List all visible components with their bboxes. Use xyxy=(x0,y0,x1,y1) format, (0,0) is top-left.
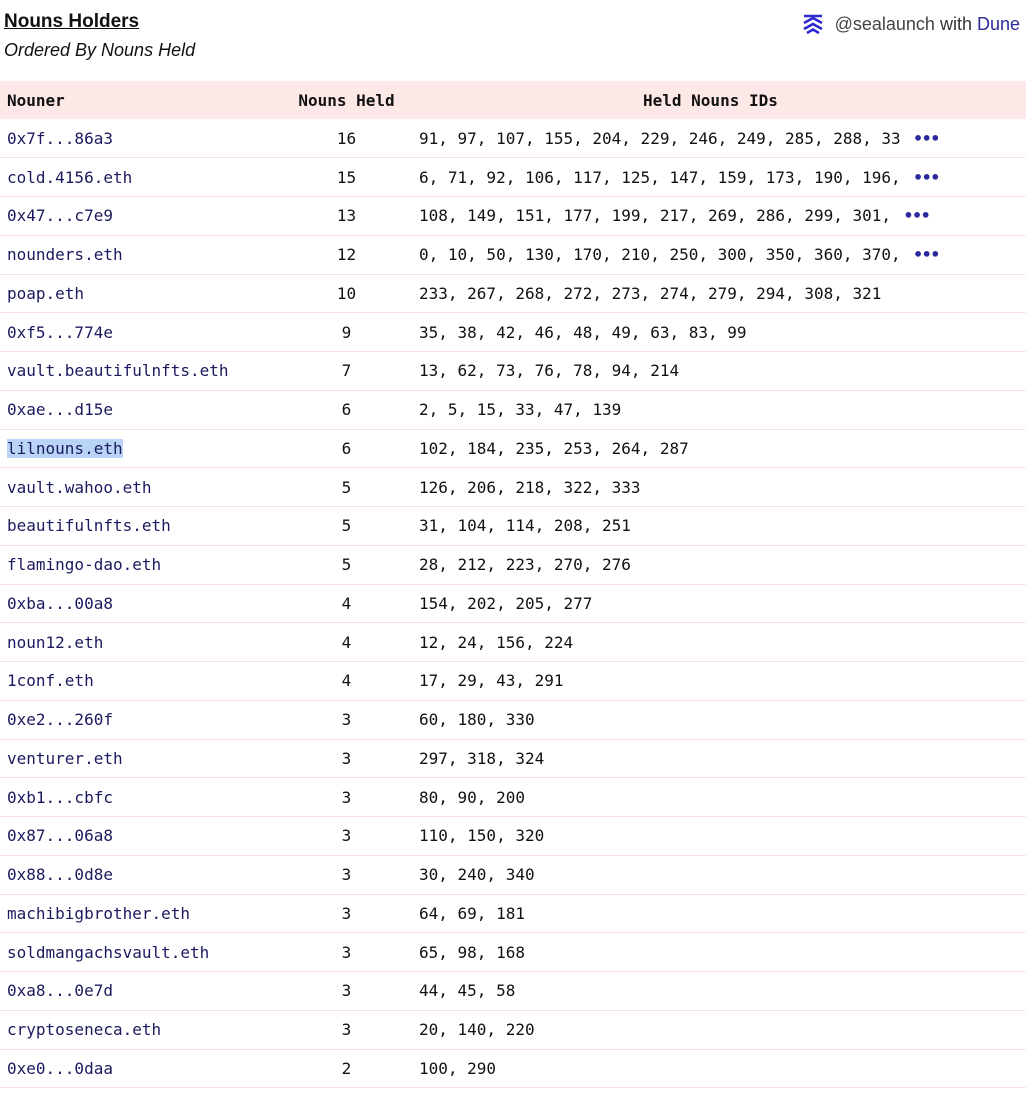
held-ids-cell xyxy=(417,584,1026,623)
table-header-row xyxy=(0,81,1026,119)
held-ids-cell xyxy=(417,855,1026,894)
table-row xyxy=(0,933,1026,972)
holders-table xyxy=(0,81,1026,1088)
nouns-held-cell: 5 xyxy=(341,516,352,536)
nouner-cell xyxy=(0,933,276,972)
nouner-link[interactable]: noun12.eth xyxy=(7,632,104,652)
held-ids-text: 28, 212, 223, 270, 276 xyxy=(419,555,631,575)
nouns-held-cell: 3 xyxy=(341,981,352,1001)
nouner-cell xyxy=(0,972,276,1011)
nouner-link[interactable]: 0xe2...260f xyxy=(7,710,113,730)
nouner-cell xyxy=(0,700,276,739)
held-ids-text: 35, 38, 42, 46, 48, 49, 63, 83, 99 xyxy=(419,322,747,342)
nouner-cell xyxy=(0,352,276,391)
nouner-cell xyxy=(0,507,276,546)
held-ids-text: 297, 318, 324 xyxy=(419,748,545,768)
held-ids-cell xyxy=(417,158,1026,197)
table-row xyxy=(0,507,1026,546)
held-ids-text: 80, 90, 200 xyxy=(419,787,525,807)
nouns-held-cell: 5 xyxy=(341,477,352,497)
table-row xyxy=(0,778,1026,817)
table-row xyxy=(0,158,1026,197)
nouner-link[interactable]: 0xae...d15e xyxy=(7,400,113,420)
nouner-link[interactable]: 0xe0...0daa xyxy=(7,1058,113,1078)
held-ids-text: 154, 202, 205, 277 xyxy=(419,593,593,613)
held-ids-cell xyxy=(417,545,1026,584)
held-ids-cell xyxy=(417,623,1026,662)
held-ids-text: 110, 150, 320 xyxy=(419,826,545,846)
held-ids-cell xyxy=(417,972,1026,1011)
nouner-cell xyxy=(0,817,276,856)
held-ids-cell xyxy=(417,739,1026,778)
held-ids-text: 6, 71, 92, 106, 117, 125, 147, 159, 173, 190, 196, xyxy=(419,167,901,187)
nouns-held-cell: 13 xyxy=(336,206,357,226)
nouner-link[interactable]: 0xa8...0e7d xyxy=(7,981,113,1001)
held-ids-text: 17, 29, 43, 291 xyxy=(419,671,564,691)
held-ids-text: 65, 98, 168 xyxy=(419,942,525,962)
nouner-cell xyxy=(0,429,276,468)
nouns-held-cell: 6 xyxy=(341,400,352,420)
nouner-cell xyxy=(0,623,276,662)
table-row xyxy=(0,545,1026,584)
held-ids-text: 126, 206, 218, 322, 333 xyxy=(419,477,641,497)
nouner-cell xyxy=(0,1010,276,1049)
nouns-held-cell: 7 xyxy=(341,361,352,381)
held-ids-text: 13, 62, 73, 76, 78, 94, 214 xyxy=(419,361,680,381)
nouner-link[interactable]: vault.beautifulnfts.eth xyxy=(7,361,229,381)
credit-platform-link[interactable]: Dune xyxy=(976,13,1020,34)
nouner-link[interactable]: nounders.eth xyxy=(7,245,123,265)
held-ids-text: 31, 104, 114, 208, 251 xyxy=(419,516,631,536)
nouner-cell xyxy=(0,197,276,236)
nouns-held-cell: 10 xyxy=(336,283,357,303)
nouns-held-cell: 3 xyxy=(341,748,352,768)
nouner-link[interactable]: poap.eth xyxy=(7,283,85,303)
table-row xyxy=(0,274,1026,313)
held-ids-text: 233, 267, 268, 272, 273, 274, 279, 294, 308, 321 xyxy=(419,283,882,303)
held-ids-text: 0, 10, 50, 130, 170, 210, 250, 300, 350, 360, 370, xyxy=(419,245,901,265)
nouner-cell xyxy=(0,855,276,894)
held-ids-text: 91, 97, 107, 155, 204, 229, 246, 249, 285, 288, 33 xyxy=(419,128,901,148)
nouns-held-cell: 3 xyxy=(341,1020,352,1040)
nouner-cell xyxy=(0,739,276,778)
nouns-held-cell: 3 xyxy=(341,710,352,730)
held-ids-cell xyxy=(417,313,1026,352)
table-row xyxy=(0,700,1026,739)
nouner-link[interactable]: venturer.eth xyxy=(7,748,123,768)
table-row xyxy=(0,623,1026,662)
nouner-cell xyxy=(0,235,276,274)
expand-ids-button[interactable]: ••• xyxy=(903,206,930,226)
nouner-cell xyxy=(0,390,276,429)
table-row xyxy=(0,313,1026,352)
held-ids-cell xyxy=(417,662,1026,701)
nouner-link[interactable]: machibigbrother.eth xyxy=(7,903,191,923)
held-ids-cell xyxy=(417,700,1026,739)
nouns-held-cell: 3 xyxy=(341,826,352,846)
credit-with-label: with xyxy=(939,13,972,34)
nouner-link[interactable]: 0xf5...774e xyxy=(7,322,113,342)
held-ids-text: 64, 69, 181 xyxy=(419,903,525,923)
credit-author-link[interactable]: @sealaunch xyxy=(834,13,935,34)
nouns-held-cell: 4 xyxy=(341,593,352,613)
nouns-held-cell: 3 xyxy=(341,865,352,885)
nouner-link[interactable]: 0xb1...cbfc xyxy=(7,787,113,807)
nouner-link[interactable]: 0x7f...86a3 xyxy=(7,128,113,148)
page-title[interactable]: Nouns Holders xyxy=(4,11,140,32)
held-ids-cell xyxy=(417,390,1026,429)
expand-ids-button[interactable]: ••• xyxy=(913,245,940,265)
nouns-held-cell: 4 xyxy=(341,671,352,691)
table-row xyxy=(0,468,1026,507)
nouns-held-cell: 16 xyxy=(336,128,357,148)
credit xyxy=(803,12,1020,36)
held-ids-cell xyxy=(417,1010,1026,1049)
nouner-link[interactable]: cryptoseneca.eth xyxy=(7,1020,162,1040)
held-ids-cell xyxy=(417,933,1026,972)
table-row xyxy=(0,739,1026,778)
nouner-link[interactable]: vault.wahoo.eth xyxy=(7,477,152,497)
nouner-link[interactable]: flamingo-dao.eth xyxy=(7,555,162,575)
nouner-cell xyxy=(0,584,276,623)
held-ids-text: 30, 240, 340 xyxy=(419,865,535,885)
nouns-held-cell: 3 xyxy=(341,903,352,923)
table-row xyxy=(0,817,1026,856)
held-ids-text: 108, 149, 151, 177, 199, 217, 269, 286, 299, 301, xyxy=(419,206,892,226)
nouner-cell xyxy=(0,274,276,313)
nouner-link[interactable]: 0x47...c7e9 xyxy=(7,206,113,226)
table-row xyxy=(0,972,1026,1011)
held-ids-cell xyxy=(417,1049,1026,1088)
nouns-held-cell: 6 xyxy=(341,438,352,458)
page-subtitle: Ordered By Nouns Held xyxy=(4,40,196,60)
nouns-held-cell: 4 xyxy=(341,632,352,652)
nouns-held-cell: 3 xyxy=(341,787,352,807)
nouns-held-cell: 3 xyxy=(341,942,352,962)
nouns-held-cell: 2 xyxy=(341,1058,352,1078)
table-row xyxy=(0,894,1026,933)
table-row xyxy=(0,390,1026,429)
held-ids-cell xyxy=(417,507,1026,546)
held-ids-cell xyxy=(417,235,1026,274)
held-ids-text: 12, 24, 156, 224 xyxy=(419,632,574,652)
column-header-nouns-held[interactable]: Nouns Held xyxy=(298,90,395,110)
held-ids-text: 2, 5, 15, 33, 47, 139 xyxy=(419,400,622,420)
nouner-cell xyxy=(0,119,276,158)
dashboard-header xyxy=(0,0,1026,80)
nouner-cell xyxy=(0,545,276,584)
table-row xyxy=(0,584,1026,623)
expand-ids-button[interactable]: ••• xyxy=(913,128,940,148)
nouner-link[interactable]: 0x87...06a8 xyxy=(7,826,113,846)
nouner-link[interactable]: 0xba...00a8 xyxy=(7,593,113,613)
nouner-link[interactable]: beautifulnfts.eth xyxy=(7,516,171,536)
held-ids-text: 20, 140, 220 xyxy=(419,1020,535,1040)
table-row xyxy=(0,429,1026,468)
nouner-cell xyxy=(0,468,276,507)
nouner-cell xyxy=(0,662,276,701)
column-header-nouner[interactable]: Nouner xyxy=(7,90,65,110)
held-ids-text: 60, 180, 330 xyxy=(419,710,535,730)
table-row xyxy=(0,1010,1026,1049)
held-ids-cell xyxy=(417,817,1026,856)
nouner-link[interactable]: 0x88...0d8e xyxy=(7,865,113,885)
table-row xyxy=(0,855,1026,894)
table-row xyxy=(0,352,1026,391)
nouner-cell xyxy=(0,894,276,933)
held-ids-cell xyxy=(417,274,1026,313)
nouner-cell xyxy=(0,778,276,817)
nouner-link[interactable]: lilnouns.eth xyxy=(7,438,123,458)
nouns-held-cell: 5 xyxy=(341,555,352,575)
nouner-cell xyxy=(0,1049,276,1088)
nouner-link[interactable]: cold.4156.eth xyxy=(7,167,133,187)
held-ids-cell xyxy=(417,429,1026,468)
nouns-held-cell: 15 xyxy=(336,167,357,187)
table-row xyxy=(0,197,1026,236)
nouner-cell xyxy=(0,313,276,352)
nouner-cell xyxy=(0,158,276,197)
table-row xyxy=(0,119,1026,158)
table-row xyxy=(0,235,1026,274)
held-ids-cell xyxy=(417,197,1026,236)
table-row xyxy=(0,1049,1026,1088)
expand-ids-button[interactable]: ••• xyxy=(913,167,940,187)
held-ids-cell xyxy=(417,119,1026,158)
held-ids-cell xyxy=(417,778,1026,817)
held-ids-cell xyxy=(417,468,1026,507)
held-ids-text: 44, 45, 58 xyxy=(419,981,516,1001)
nouns-held-cell: 9 xyxy=(341,322,352,342)
held-ids-cell xyxy=(417,894,1026,933)
nouner-link[interactable]: 1conf.eth xyxy=(7,671,94,691)
nouner-link[interactable]: soldmangachsvault.eth xyxy=(7,942,210,962)
nouns-held-cell: 12 xyxy=(336,245,357,265)
held-ids-text: 100, 290 xyxy=(419,1058,497,1078)
column-header-held-nouns-ids[interactable]: Held Nouns IDs xyxy=(643,90,778,110)
sealaunch-logo-icon[interactable] xyxy=(803,14,823,34)
held-ids-text: 102, 184, 235, 253, 264, 287 xyxy=(419,438,689,458)
table-row xyxy=(0,662,1026,701)
held-ids-cell xyxy=(417,352,1026,391)
